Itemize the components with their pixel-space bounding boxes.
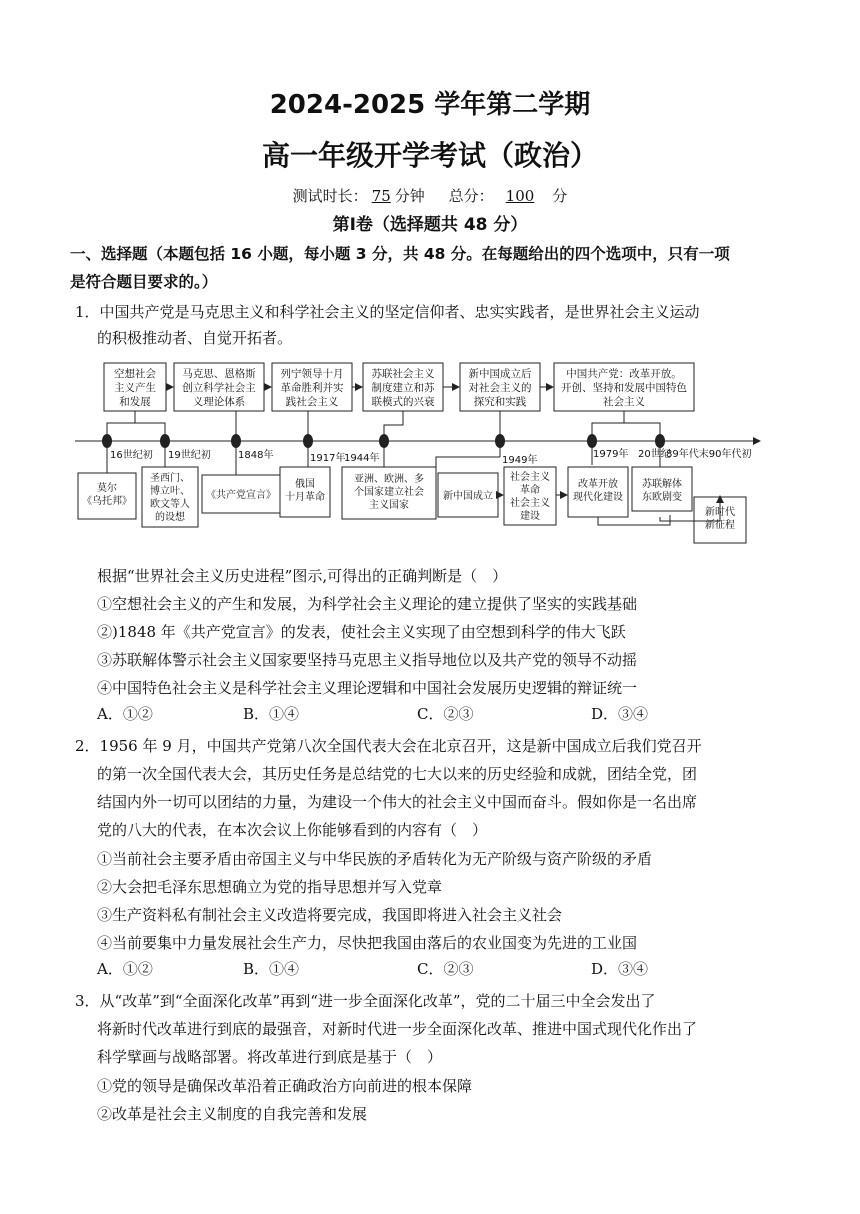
bottom-box-8-text-line-2: 现代化建设 (573, 492, 623, 503)
q2-line-4: 党的八大的代表，在本次会议上你能够看到的内容有（ ） (97, 821, 488, 839)
top-box-2-text-line-1: 马克思、恩格斯 (182, 368, 256, 380)
time-value: 75 (371, 187, 391, 205)
q1-stem: 根据“世界社会主义历史进程”图示,可得出的正确判断是（ ） (97, 567, 508, 585)
bottom-box-7-text-line-2: 革命 (520, 485, 540, 496)
top-box-5-text-line-2: 对社会主义的 (468, 382, 532, 394)
top-box-6-text-line-1: 中国共产党：改革开放。 (566, 368, 682, 380)
bottom-box-9-text-line-2: 东欧剧变 (642, 492, 682, 503)
bottom-box-6-text-line-1: 新中国成立 (443, 491, 493, 502)
time-label-5: 1944年 (344, 453, 380, 464)
bottom-box-1-text-line-1: 莫尔 (97, 483, 117, 494)
bottom-box-5-text-line-3: 主义国家 (369, 500, 409, 511)
top-box-4-text-line-1: 苏联社会主义 (371, 368, 435, 380)
bottom-box-5-text-line-2: 个国家建立社会 (354, 487, 424, 498)
bottom-box-2-text-line-4: 的设想 (155, 512, 185, 523)
q2-line-2: 的第一次全国代表大会，其历史任务是总结党的七大以来的历史经验和成就，团结全党，团 (97, 765, 698, 783)
time-label-7: 1979年 (593, 449, 629, 460)
top-box-3-text-line-1: 列宁领导十月 (280, 368, 344, 380)
q3-item-2: ②改革是社会主义制度的自我完善和发展 (97, 1105, 368, 1123)
q1-item-2: ②)1848 年《共产党宣言》的发表，使社会主义实现了由空想到科学的伟大飞跃 (97, 623, 626, 641)
time-label-1: 16世纪初 (110, 450, 153, 461)
q1-line-2: 的积极推动者、自觉开拓者。 (97, 329, 293, 347)
q2-option-d[interactable]: D．③④ (591, 960, 649, 978)
q2-item-4: ④当前要集中力量发展社会生产力，尽快把我国由落后的农业国变为先进的工业国 (97, 934, 638, 952)
bottom-box-2-text-line-3: 欧文等人 (150, 499, 190, 510)
top-box-3-text-line-3: 践社会主义 (285, 396, 339, 408)
q1-item-1: ①空想社会主义的产生和发展，为科学社会主义理论的建立提供了坚实的实践基础 (97, 595, 638, 613)
instructions-line-2: 是符合题目要求的。） (70, 273, 218, 291)
top-box-1-text-line-3: 和发展 (119, 396, 151, 408)
section-heading: 第Ⅰ卷（选择题共 48 分） (332, 215, 528, 235)
q2-line-1: 2．1956 年 9 月，中国共产党第八次全国代表大会在北京召开，这是新中国成立后我们党召开 (75, 737, 702, 755)
time-label: 测试时长： (292, 187, 368, 205)
bottom-box-3-text-line-1: 《共产党宣言》 (206, 490, 276, 501)
top-box-3-text-line-2: 革命胜利并实 (280, 382, 344, 394)
score-label: 总分： (448, 187, 494, 205)
q3-line-2: 将新时代改革进行到底的最强音，对新时代进一步全面深化改革、推进中国式现代化作出了 (97, 1020, 698, 1038)
bottom-box-10-text-line-1: 新时代 (705, 507, 735, 518)
q1-item-4: ④中国特色社会主义是科学社会主义理论逻辑和中国社会发展历史逻辑的辩证统一 (97, 679, 638, 697)
q1-line-1: 1．中国共产党是马克思主义和科学社会主义的坚定信仰者、忠实实践者，是世界社会主义运动 (75, 303, 700, 321)
bottom-box-7-text-line-1: 社会主义 (510, 472, 550, 483)
q2-item-2: ②大会把毛泽东思想确立为党的指导思想并写入党章 (97, 878, 443, 896)
bottom-box-8-text-line-1: 改革开放 (578, 479, 618, 490)
top-box-6-text-line-2: 开创、坚持和发展中国特色 (561, 382, 687, 394)
top-box-6-text-line-3: 社会主义 (603, 396, 645, 408)
bottom-box-2-text-line-1: 圣西门、 (150, 473, 190, 484)
top-box-2-text-line-3: 义理论体系 (192, 396, 246, 408)
top-box-5-text-line-3: 探究和实践 (473, 396, 527, 408)
score-unit: 分 (552, 187, 568, 205)
top-box-1-text-line-2: 主义产生 (114, 382, 156, 394)
bottom-box-9-text-line-1: 苏联解体 (642, 479, 682, 490)
q3-item-1: ①党的领导是确保改革沿着正确政治方向前进的根本保障 (97, 1077, 473, 1095)
q1-options (97, 703, 797, 731)
q1-option-c[interactable]: C．②③ (417, 705, 474, 723)
q2-item-1: ①当前社会主要矛盾由帝国主义与中华民族的矛盾转化为无产阶级与资产阶级的矛盾 (97, 850, 653, 868)
top-box-4-text-line-2: 制度建立和苏 (371, 382, 435, 394)
exam-title: 高一年级开学考试（政治） (261, 139, 598, 172)
top-box-1-text-line-1: 空想社会 (114, 368, 156, 380)
bottom-box-7-text-line-4: 建设 (520, 511, 540, 522)
score-value: 100 (505, 187, 535, 205)
q1-item-3: ③苏联解体警示社会主义国家要坚持马克思主义指导地位以及共产党的领导不动摇 (97, 651, 638, 669)
top-box-5-text-line-1: 新中国成立后 (468, 368, 532, 380)
q3-line-1: 3．从“改革”到“全面深化改革”再到“进一步全面深化改革”，党的二十届三中全会发出了 (75, 992, 656, 1010)
q2-options (97, 958, 797, 986)
top-box-4-text-line-3: 联模式的兴衰 (371, 396, 435, 408)
q1-option-b[interactable]: B．①④ (243, 705, 300, 723)
q3-line-3: 科学擘画与战略部署。将改革进行到底是基于（ ） (97, 1048, 443, 1066)
time-label-2: 19世纪初 (168, 450, 211, 461)
q2-item-3: ③生产资料私有制社会主义改造将要完成，我国即将进入社会主义社会 (97, 906, 563, 924)
time-label-3: 1848年 (238, 450, 274, 461)
exam-meta (0, 185, 860, 206)
q2-option-b[interactable]: B．①④ (243, 960, 300, 978)
instructions-line-1: 一、选择题（本题包括 16 小题，每小题 3 分，共 48 分。在每题给出的四个选项中，只有一项 (70, 245, 730, 263)
time-label-8: 20世纪 (638, 449, 671, 460)
bottom-box-10-text-line-2: 新征程 (705, 520, 735, 531)
time-label-4: 1917年 (310, 453, 346, 464)
q2-line-3: 结国内外一切可以团结的力量，为建设一个伟大的社会主义中国而奋斗。假如你是一名出席 (97, 793, 698, 811)
q2-option-a[interactable]: A．①② (97, 960, 153, 978)
q2-option-c[interactable]: C．②③ (417, 960, 474, 978)
time-unit: 分钟 (394, 187, 425, 205)
time-label-6: 1949年 (502, 455, 538, 466)
bottom-box-5-text-line-1: 亚洲、欧洲、多 (354, 474, 424, 485)
q1-option-d[interactable]: D．③④ (591, 705, 649, 723)
exam-term-title: 2024-2025 学年第二学期 (269, 90, 591, 120)
bottom-box-2-text-line-2: 博立叶、 (150, 486, 190, 497)
bottom-box-1-text-line-2: 《乌托邦》 (82, 496, 132, 507)
bottom-box-4-text-line-1: 俄国 (295, 479, 315, 490)
q1-option-a[interactable]: A．①② (97, 705, 153, 723)
time-label-9: 89年代末90年代初 (666, 449, 752, 460)
bottom-box-4-text-line-2: 十月革命 (285, 492, 325, 503)
bottom-box-7-text-line-3: 社会主义 (510, 498, 550, 509)
top-box-2-text-line-2: 创立科学社会主 (182, 382, 256, 394)
socialism-timeline-diagram (70, 355, 770, 550)
